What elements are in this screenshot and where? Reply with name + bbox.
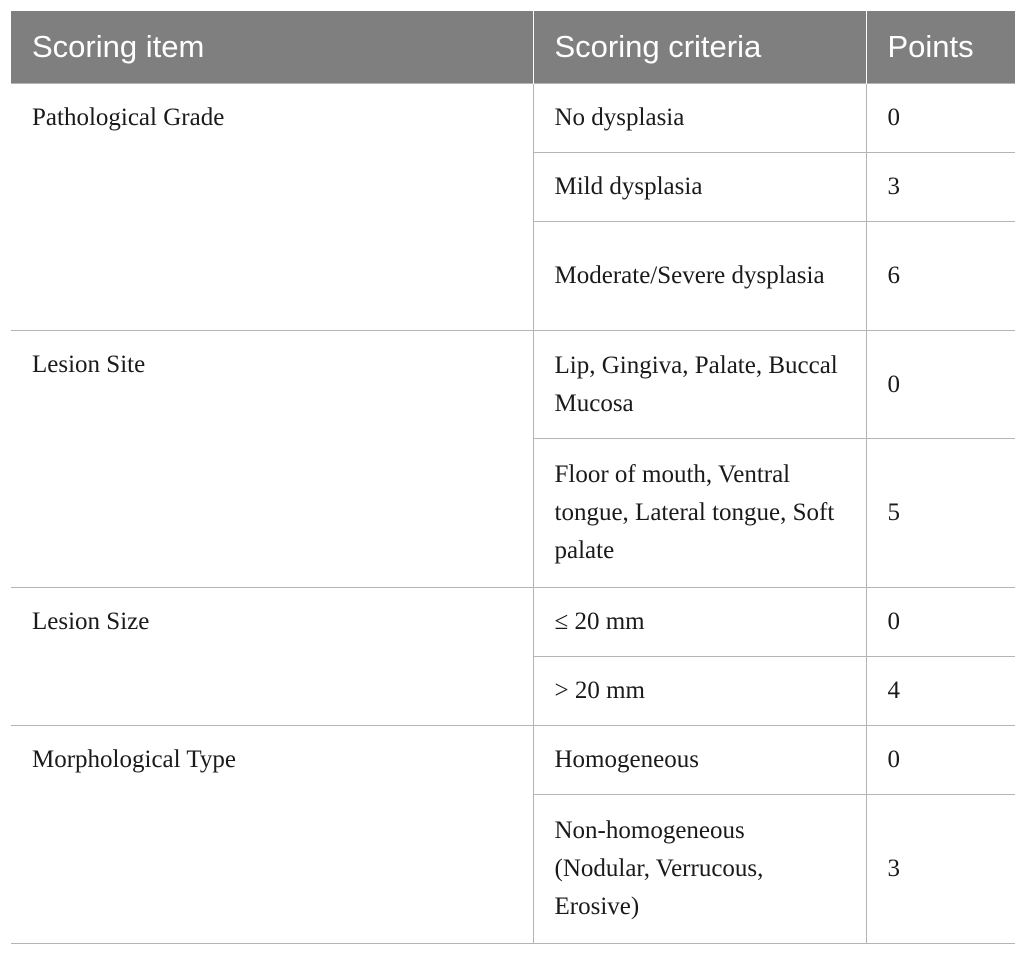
criteria-cell: No dysplasia [533,84,866,153]
points-cell: 5 [866,439,1015,588]
scoring-item-cell: Morphological Type [11,726,533,944]
table-row [11,331,1015,439]
scoring-item-cell: Lesion Size [11,588,533,726]
table-body [11,84,1015,944]
scoring-table [11,11,1015,944]
header-scoring-criteria: Scoring criteria [533,11,866,84]
header-points: Points [866,11,1015,84]
table-row [11,588,1015,657]
points-cell: 6 [866,222,1015,331]
points-cell: 0 [866,84,1015,153]
scoring-item-cell: Lesion Site [11,331,533,588]
points-cell: 3 [866,153,1015,222]
criteria-cell: Non-homogeneous (Nodular, Verrucous, Erosive) [533,795,866,944]
criteria-cell: ≤ 20 mm [533,588,866,657]
criteria-cell: > 20 mm [533,657,866,726]
table-row [11,84,1015,153]
points-cell: 0 [866,588,1015,657]
points-cell: 0 [866,331,1015,439]
criteria-cell: Mild dysplasia [533,153,866,222]
scoring-item-cell: Pathological Grade [11,84,533,331]
criteria-cell: Moderate/Severe dysplasia [533,222,866,331]
header-scoring-item: Scoring item [11,11,533,84]
criteria-cell: Floor of mouth, Ventral tongue, Lateral tongue, Soft palate [533,439,866,588]
header-row [11,11,1015,84]
points-cell: 4 [866,657,1015,726]
criteria-cell: Lip, Gingiva, Palate, Buccal Mucosa [533,331,866,439]
table-row [11,726,1015,795]
table-header [11,11,1015,84]
points-cell: 3 [866,795,1015,944]
points-cell: 0 [866,726,1015,795]
criteria-cell: Homogeneous [533,726,866,795]
